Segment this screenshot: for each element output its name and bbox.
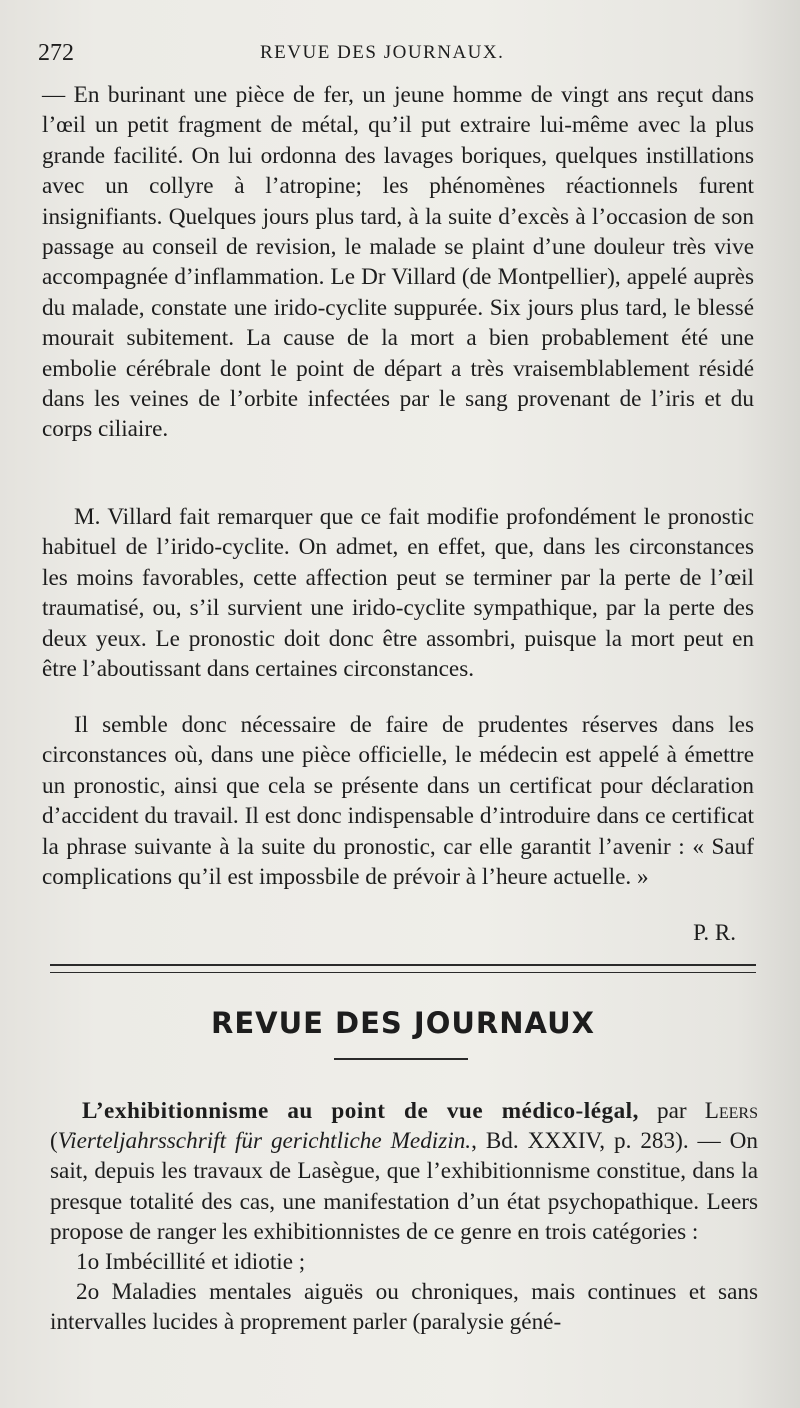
article-open-paren: ( [50,1128,58,1155]
paragraph-text: — En burinant une pièce de fer, un jeune homme de vingt ans reçut dans l’œil un petit fragment de métal, qu’il put extraire lui-même avec la plus grande facilité. On lui ordonna des lavages boriques, quelques instillations avec un collyre à l’atropine; les phénomènes réactionnels furent insignifiants. Quelques jours plus tard, à la suite d’excès à l’occasion de son passage au conseil de revision, le malade se plaint d’une douleur très vive accompagnée d’inflammation. Le Dr Villard (de Montpellier), appelé auprès du malade, constate une irido-cyclite suppurée. Six jours plus tard, le blessé mourait subitement. La cause de la mort a bien probablement été une embolie cérébrale dont le point de départ a très vraisemblablement résidé dans les veines de l’orbite infectées par le sang provenant de l’iris et du corps ciliaire. [42,82,754,443]
journal-review-article [50,1096,758,1338]
article-journal: Vierteljahrsschrift für gerichtliche Medizin. [57,1128,472,1155]
paragraph-text: Il semble donc nécessaire de faire de prudentes réserves dans les circonstances où, dans une pièce officielle, le médecin est appelé à émettre un pronostic, ainsi que cela se présente dans un certificat pour déclaration d’accident du travail. Il est donc indispensable d’introduire dans ce certificat la phrase suivante à la suite du pronostic, car elle garantit l’avenir : « Sauf complications qu’il est impossbile de prévoir à l’heure actuelle. » [42,712,754,891]
section-title: REVUE DES JOURNAUX [211,1006,595,1040]
short-rule-divider [334,1058,468,1060]
case-paragraph-1 [42,80,754,445]
author-signature: P. R. [693,920,736,945]
case-paragraph-2 [42,502,754,684]
paragraph-text: M. Villard fait remarquer que ce fait modifie profondément le pronostic habituel de l’irido-cyclite. On admet, en effet, que, dans les circonstances les moins favorables, cette affection peut se terminer par la perte de l’œil traumatisé, ou, s’il survient une irido-cyclite sympathique, par la perte des deux yeux. Le pronostic doit donc être assombri, puisque la mort peut en être l’aboutissant dans certaines circonstances. [42,504,754,683]
article-body: — On sait, depuis les travaux de Lasègue, que l’exhibitionnisme constitue, dans la presque totalité des cas, une manifestation d’un état psychopathique. Leers propose de ranger les exhibitionnistes de ce genre en trois catégories : [50,1128,759,1245]
article-title: L’exhibitionnisme au point de vue médico-légal, [82,1098,639,1124]
list-item: 1o Imbécillité et idiotie ; [76,1249,306,1276]
page-number: 272 [38,40,74,66]
article-author: Leers [704,1098,758,1124]
running-head [38,38,760,68]
case-paragraph-3 [42,710,754,892]
article-intro [50,1096,758,1247]
list-item: 2o Maladies mentales aiguës ou chroniques, mais continues et sans intervalles lucides à proprement parler (paralysie géné- [50,1279,758,1336]
article-by: par [638,1098,705,1124]
article-citation: , Bd. XXXIV, p. 283). [471,1128,689,1155]
double-rule-divider [50,964,756,973]
running-title: REVUE DES JOURNAUX. [260,42,505,63]
